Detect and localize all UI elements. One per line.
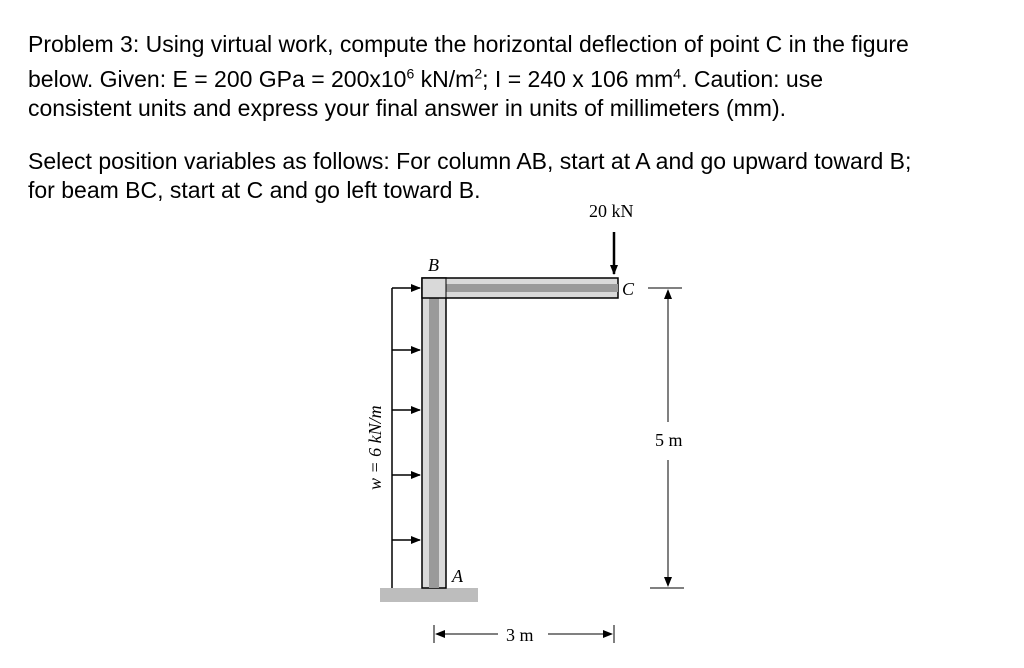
instruction-line-1: Select position variables as follows: For column AB, start at A and go upward toward B;: [28, 148, 912, 174]
span-dimension-label: 3 m: [506, 625, 534, 645]
problem-line-3: consistent units and express your final answer in units of millimeters (mm).: [28, 94, 787, 121]
height-dimension-label: 5 m: [655, 430, 683, 450]
point-load-label: 20 kN: [589, 201, 634, 221]
label-a: A: [452, 566, 463, 586]
ground-support: [380, 588, 478, 602]
distributed-load: [392, 288, 420, 588]
distributed-load-label: w = 6 kN/m: [365, 405, 385, 490]
label-c: C: [622, 279, 635, 299]
problem-line-2: below. Given: E = 200 GPa = $200x10^6$ $kN/m^2$; I = 240 x 106 $mm^4$. Caution: use: [28, 65, 823, 92]
beam-bc: [422, 278, 618, 298]
problem-line-1: Problem 3: Using virtual work, compute the horizontal deflection of point C in the figure: [28, 31, 909, 57]
label-b: B: [428, 255, 439, 275]
column-ab: [422, 278, 446, 588]
instruction-line-2: for beam BC, start at C and go left toward B.: [28, 177, 481, 203]
